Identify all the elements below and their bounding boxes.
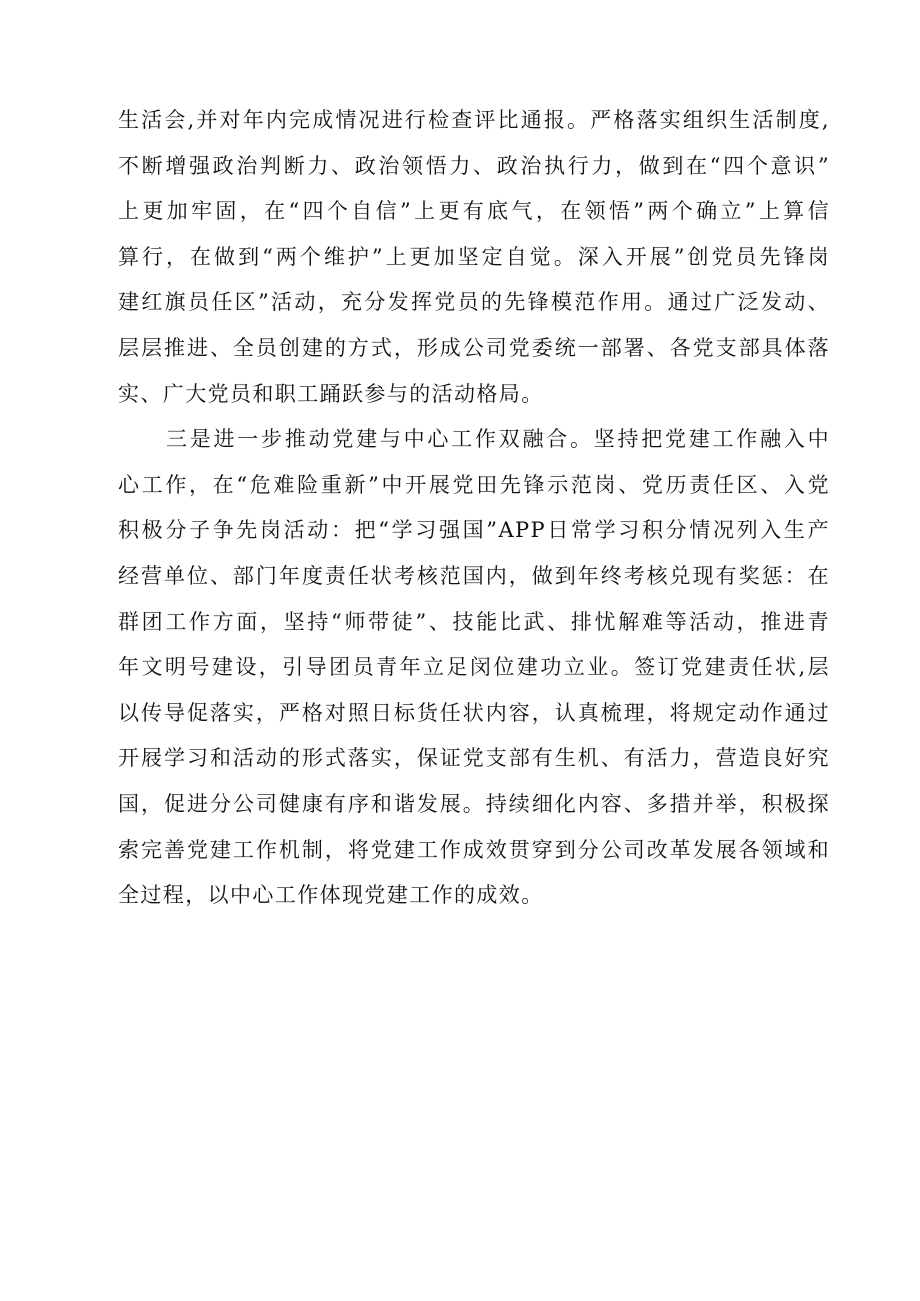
text-line: 经营单位、部门年度责任状考核范国内，做到年终考核兑现有奖惩：在 [118,563,830,588]
text-line: 实、广大党员和职工踊跃参与的活动格局。 [118,381,544,406]
document-body [118,98,830,919]
text-line: 群团工作方面，坚持“师带徒”、技能比武、排忧解难等活动，推进青 [118,609,830,634]
paragraph-2 [118,417,830,919]
text-line: 层层推进、全员创建的方式，形成公司党委统一部署、各党支部具体落 [118,335,830,360]
text-line: 心工作，在“危难险重新”中开展党田先锋示范岗、党历责任区、入党 [118,472,830,497]
text-line: 上更加牢固，在“四个自信”上更有底气，在领悟”两个确立”上算信 [118,199,830,224]
text-line: 开屐学习和活动的形式落实，保证党支部有生机、有活力，营造良好究 [118,746,830,771]
text-line: 全过程，以中心工作体现党建工作的成效。 [118,883,544,908]
text-line: 国，促进分公司健康有序和谐发展。持续细化内容、多措并举，积极探 [118,791,830,816]
text-line: 积极分子争先岗活动：把“学习强国”APP日常学习积分情况列入生产 [118,518,830,543]
text-line: 建红旗员任区”活动，充分发挥党员的先锋模范作用。通过广泛发动、 [118,290,830,315]
text-line: 算行，在做到“两个维护”上更加坚定自觉。深入开展”创党员先锋岗 [118,244,830,269]
paragraph-1 [118,98,830,417]
text-line: 索完善党建工作机制，将党建工作成效贯穿到分公司改革发展各领域和 [118,837,830,862]
text-line: 不断增强政治判断力、政治领悟力、政治执行力，做到在“四个意识” [118,153,830,178]
text-line: 三是进一步推动党建与中心工作双融合。坚持把党建工作融入中 [166,427,830,452]
text-line: 生活会,并对年内完成情况进行检查评比通报。严格落实组织生活制度, [118,108,830,132]
text-line: 以传导促落实，严格对照日标货任状内容，认真梳理，将规定动作通过 [118,700,830,725]
text-line: 年文明号建设，引导团员青年立足闵位建功立业。签订党建责任状,层 [118,655,830,680]
